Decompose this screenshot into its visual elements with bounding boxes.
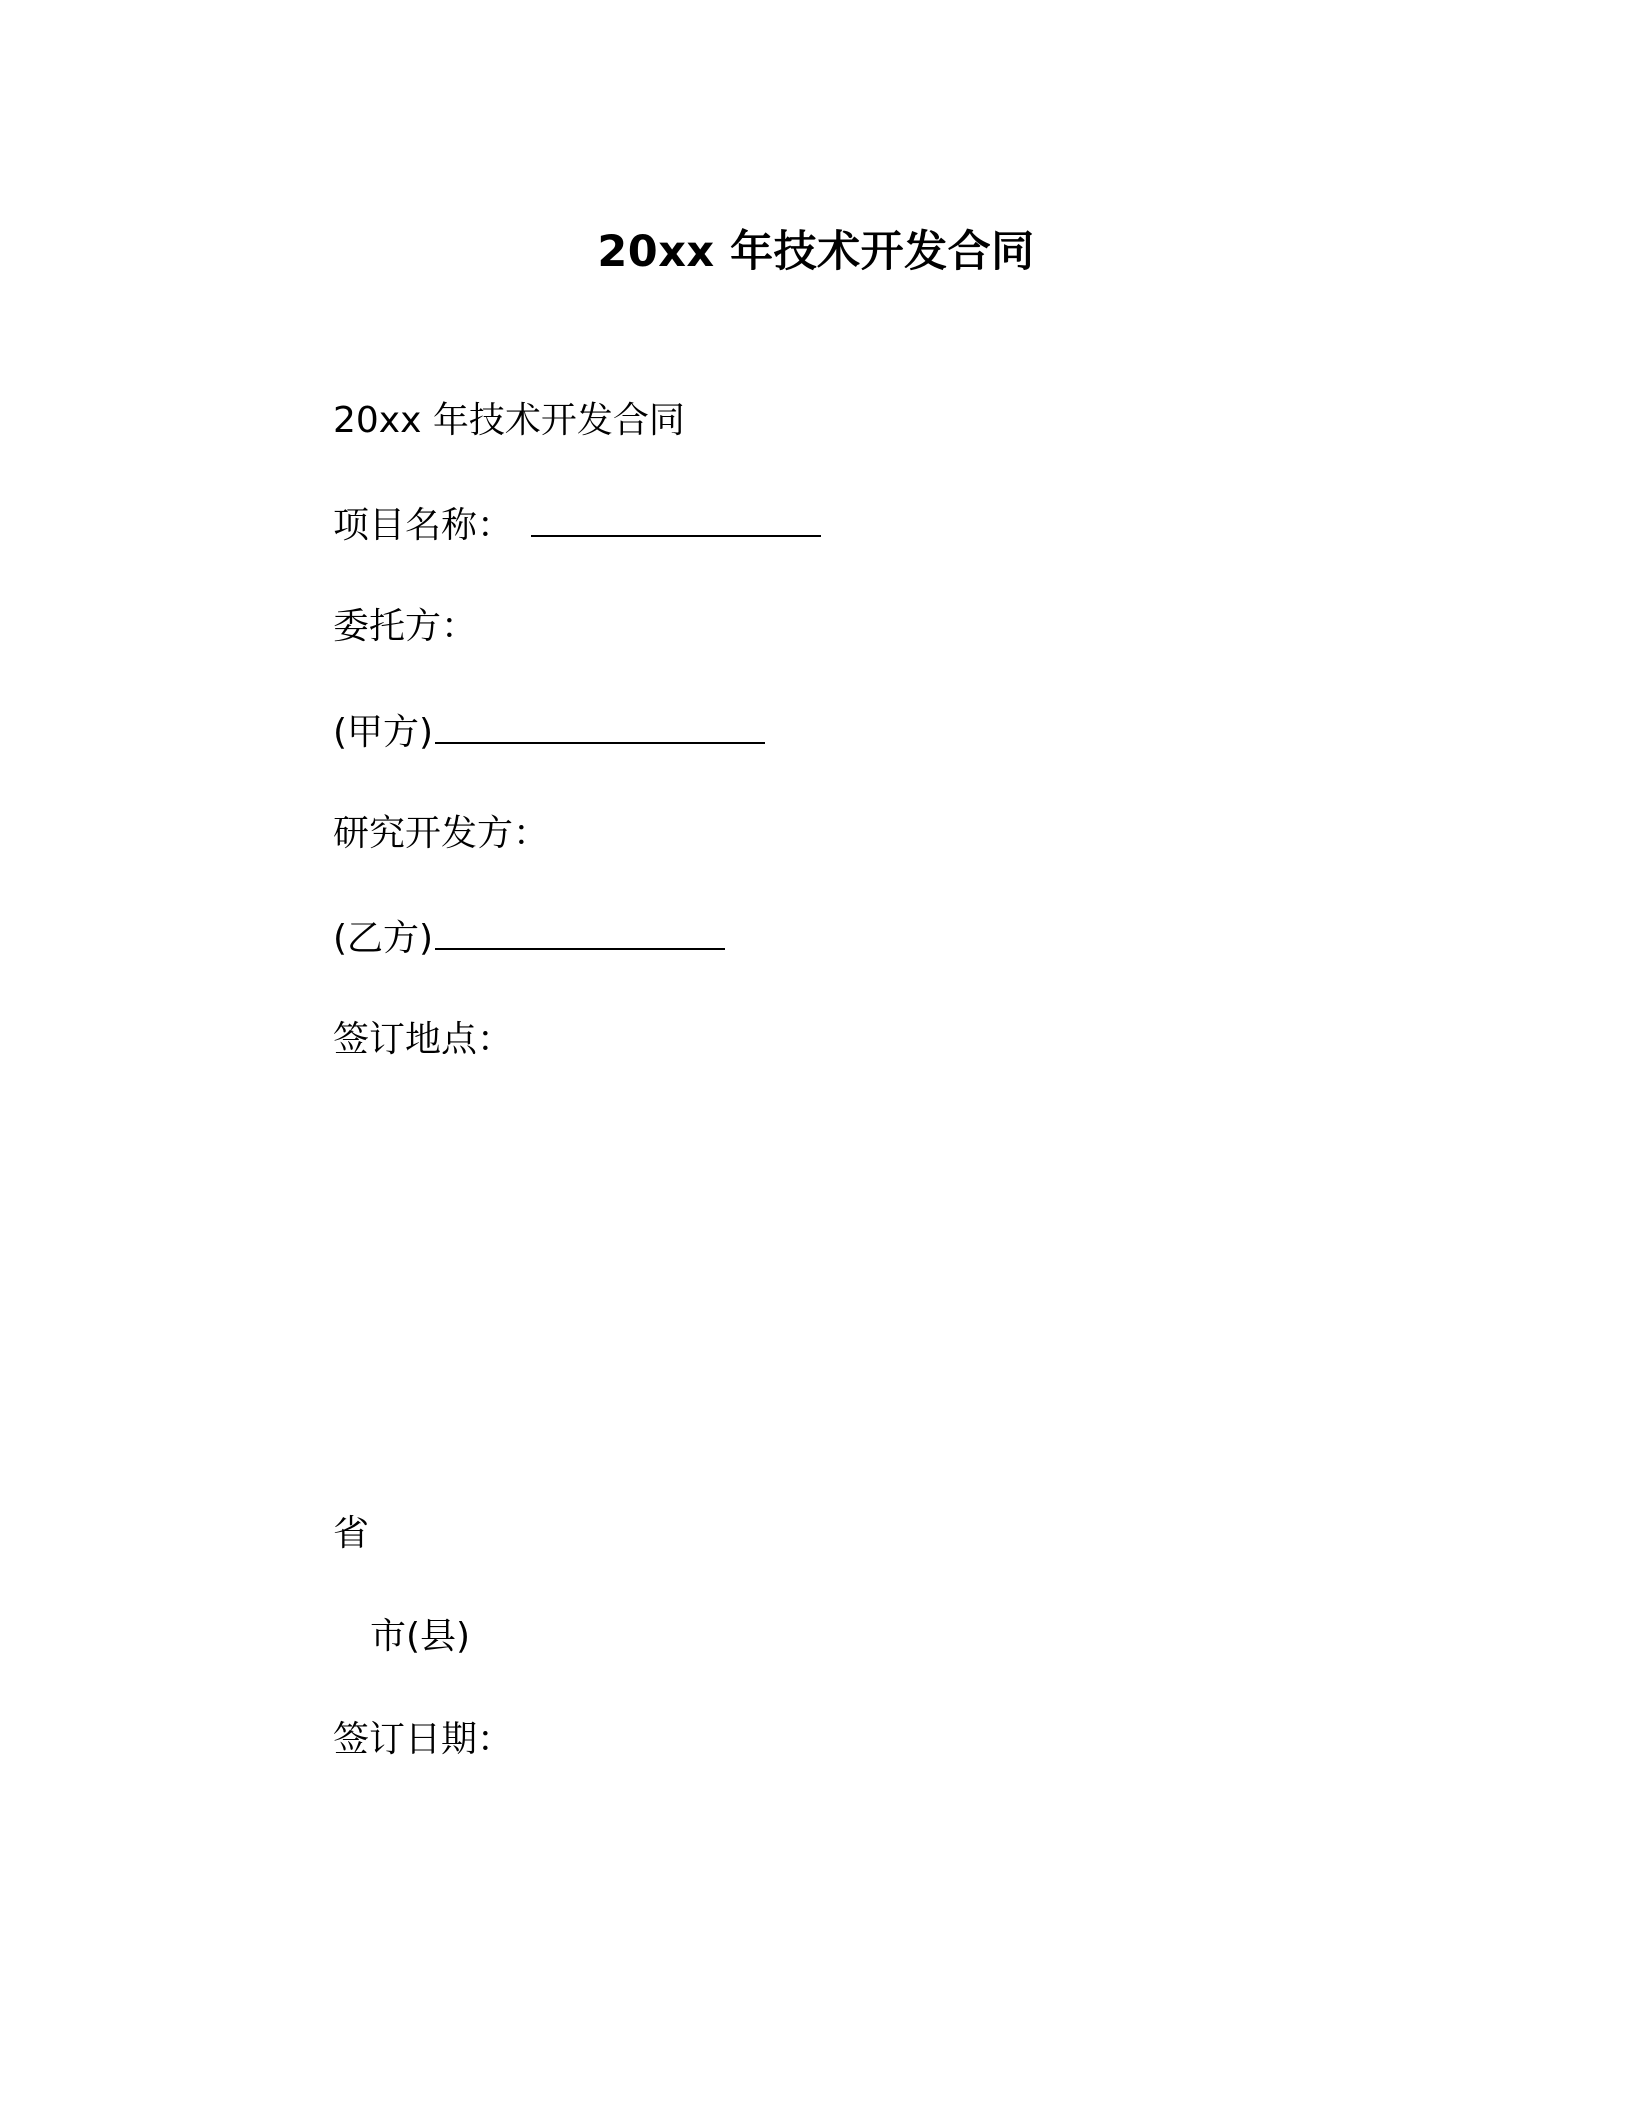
client-label: 委托方： (333, 606, 478, 647)
party-a-row (333, 706, 765, 758)
project-name-blank (531, 499, 821, 537)
province-label: 省 (333, 1513, 370, 1554)
party-b-label: (乙方) (333, 918, 434, 959)
party-b-row (333, 912, 725, 964)
developer-label: 研究开发方： (333, 813, 550, 854)
project-name-label: 项目名称： (333, 505, 514, 546)
party-b-blank (435, 912, 725, 950)
signing-date-label: 签订日期： (333, 1719, 514, 1760)
signing-place-label: 签订地点： (333, 1019, 514, 1060)
contract-subtitle: 20xx 年技术开发合同 (333, 400, 685, 441)
city-county-label: 市(县) (370, 1616, 471, 1657)
document-title: 20xx 年技术开发合同 (597, 227, 1035, 277)
party-a-label: (甲方) (333, 712, 434, 753)
project-name-row (333, 499, 821, 551)
party-a-blank (435, 706, 765, 744)
